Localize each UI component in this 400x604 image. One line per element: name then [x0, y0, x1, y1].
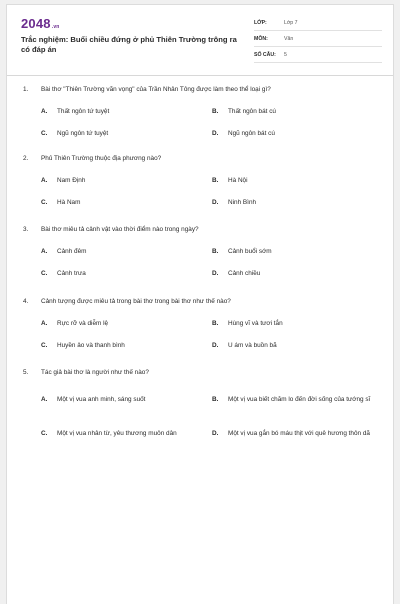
site-logo[interactable] [21, 16, 60, 31]
meta-row-count [254, 47, 382, 63]
option-letter: C. [41, 429, 48, 437]
option-b[interactable] [212, 247, 383, 256]
meta-row-subject [254, 31, 382, 47]
option-row [41, 176, 383, 185]
option-letter: B. [212, 108, 219, 115]
option-text: Rực rỡ và diễm lệ [57, 320, 109, 327]
logo-suffix: .vn [51, 24, 60, 30]
option-text: Ninh Bình [228, 199, 257, 206]
question-4 [23, 297, 383, 349]
meta-value: 5 [284, 51, 287, 58]
option-text: Thất ngôn tứ tuyệt [57, 108, 110, 115]
meta-value: Lớp 7 [284, 19, 298, 26]
option-text: Cảnh trưa [57, 270, 86, 277]
option-row [41, 269, 383, 278]
page-header [7, 5, 393, 69]
option-letter: B. [212, 395, 219, 403]
option-c[interactable] [41, 341, 212, 350]
worksheet-page [6, 4, 394, 604]
option-b[interactable] [212, 176, 383, 185]
question-text: Phủ Thiên Trường thuộc địa phương nào? [41, 155, 162, 162]
option-letter: C. [41, 270, 48, 277]
option-row [41, 129, 383, 138]
page-title: Trắc nghiệm: Buổi chiều đứng ở phủ Thiên Trường trông ra có đáp án [21, 35, 237, 54]
option-text: Nam Định [57, 177, 86, 184]
option-text: Ngũ ngôn tứ tuyệt [57, 130, 109, 137]
option-letter: A. [41, 395, 48, 403]
question-number: 5. [23, 369, 29, 376]
option-b[interactable] [212, 319, 383, 328]
option-letter: D. [212, 270, 219, 277]
option-b[interactable] [212, 395, 383, 404]
option-d[interactable] [212, 198, 383, 207]
question-2 [23, 154, 383, 206]
option-letter: A. [41, 108, 48, 115]
option-c[interactable] [41, 198, 212, 207]
question-stem [23, 225, 383, 234]
meta-label: MÔN: [254, 35, 268, 42]
option-letter: A. [41, 177, 48, 184]
meta-label: LỚP: [254, 19, 267, 26]
question-text: Tác giả bài thơ là người như thế nào? [41, 369, 149, 376]
option-a[interactable] [41, 107, 212, 116]
option-text: Một vị vua anh minh, sáng suốt [57, 395, 146, 403]
option-text: Hà Nội [228, 177, 248, 184]
logo-text: 2048 [21, 16, 51, 31]
option-b[interactable] [212, 107, 383, 116]
option-letter: A. [41, 320, 48, 327]
option-letter: D. [212, 199, 219, 206]
question-stem [23, 85, 383, 94]
option-text: Một vị vua nhân từ, yêu thương muôn dân [57, 429, 177, 437]
option-text: Cảnh buổi sớm [228, 248, 272, 255]
question-stem [23, 368, 383, 377]
option-letter: D. [212, 429, 219, 437]
meta-label: SỐ CÂU: [254, 51, 276, 58]
question-number: 1. [23, 86, 29, 93]
option-text: Thất ngôn bát cú [228, 108, 276, 115]
question-text: Bài thơ "Thiên Trường vãn vọng" của Trần Nhân Tông được làm theo thể loại gì? [41, 86, 271, 93]
meta-value: Văn [284, 35, 294, 42]
option-a[interactable] [41, 247, 212, 256]
option-text: Một vị vua gắn bó máu thịt với quê hương thôn dã [228, 429, 370, 437]
option-row [41, 198, 383, 207]
question-stem [23, 297, 383, 306]
option-d[interactable] [212, 269, 383, 278]
option-a[interactable] [41, 395, 212, 404]
option-row [41, 247, 383, 256]
option-row [41, 424, 383, 442]
option-a[interactable] [41, 176, 212, 185]
option-row [41, 319, 383, 328]
option-c[interactable] [41, 429, 212, 438]
option-text: Cảnh đêm [57, 248, 87, 255]
question-stem [23, 154, 383, 163]
option-row [41, 341, 383, 350]
question-number: 4. [23, 298, 29, 305]
option-text: Cảnh chiều [228, 270, 261, 277]
question-5 [23, 368, 383, 437]
option-row [41, 107, 383, 116]
option-text: Ngũ ngôn bát cú [228, 130, 275, 137]
question-text: Cảnh tượng được miêu tả trong bài thơ trong bài thơ như thế nào? [41, 298, 231, 305]
option-text: Hà Nam [57, 199, 81, 206]
option-letter: B. [212, 320, 219, 327]
question-text: Bài thơ miêu tả cảnh vật vào thời điểm nào trong ngày? [41, 226, 199, 233]
meta-info [254, 15, 382, 63]
option-letter: D. [212, 342, 219, 349]
header-divider [7, 75, 393, 76]
option-c[interactable] [41, 129, 212, 138]
option-letter: C. [41, 130, 48, 137]
option-letter: B. [212, 177, 219, 184]
option-text: Một vị vua biết chăm lo đến đời sống của tướng sĩ [228, 395, 371, 403]
option-letter: B. [212, 248, 219, 255]
option-letter: C. [41, 199, 48, 206]
option-letter: D. [212, 130, 219, 137]
question-number: 2. [23, 155, 29, 162]
option-d[interactable] [212, 429, 383, 438]
option-d[interactable] [212, 129, 383, 138]
question-1 [23, 85, 383, 137]
option-text: Huyền ảo và thanh bình [57, 342, 125, 349]
option-c[interactable] [41, 269, 212, 278]
option-text: U ám và buồn bã [228, 342, 277, 349]
option-letter: C. [41, 342, 48, 349]
question-3 [23, 225, 383, 277]
option-row [41, 390, 383, 408]
meta-row-grade [254, 15, 382, 31]
option-d[interactable] [212, 341, 383, 350]
question-number: 3. [23, 226, 29, 233]
option-letter: A. [41, 248, 48, 255]
option-a[interactable] [41, 319, 212, 328]
option-text: Hùng vĩ và tươi tắn [228, 320, 283, 327]
